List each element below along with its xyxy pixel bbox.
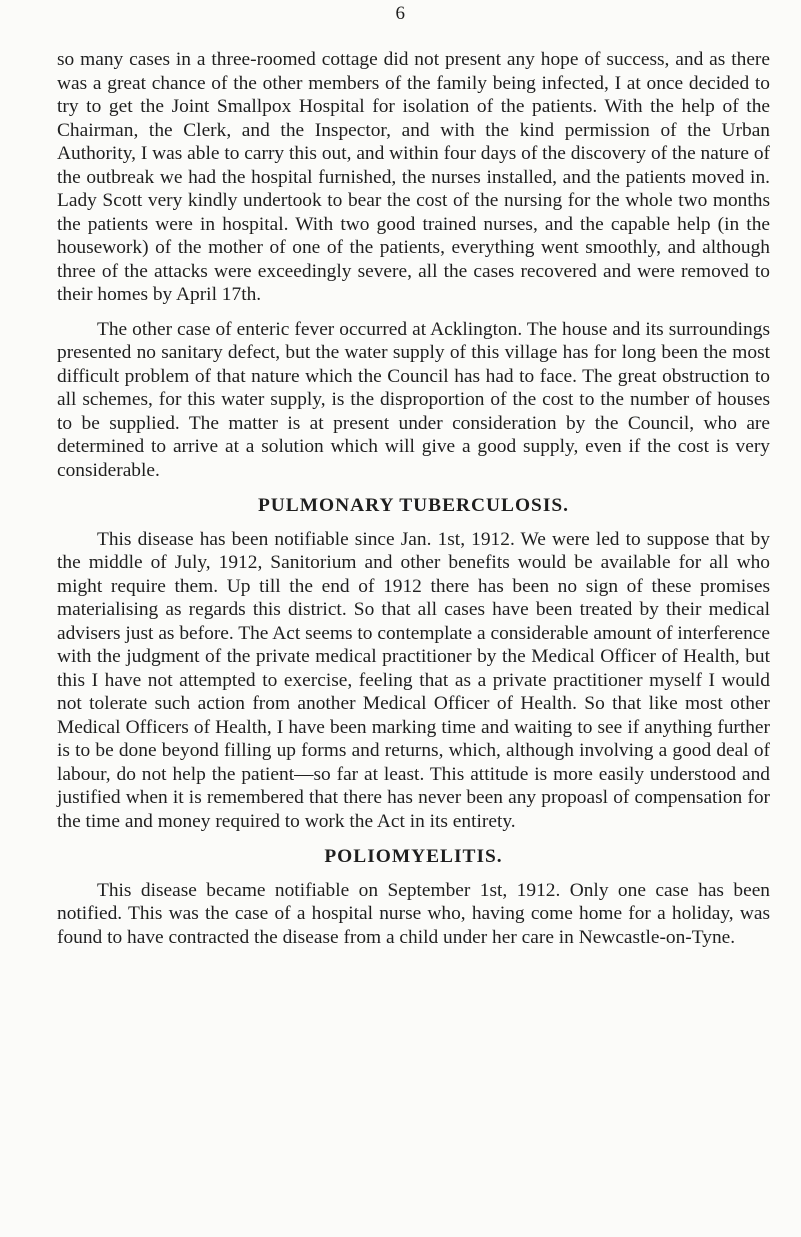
section-heading-pulmonary-tuberculosis: PULMONARY TUBERCULOSIS. xyxy=(257,495,570,516)
page-number: 6 xyxy=(395,3,406,24)
document-body xyxy=(57,48,770,949)
section-heading-poliomyelitis: POLIOMYELITIS. xyxy=(324,846,503,867)
paragraph-pulmonary-tuberculosis: This disease has been notifiable since Jan. 1st, 1912. We were led to suppose that by the middle of July, 1912, Sanitorium and other benefits would be available for all who might require them. Up till the end of 1912 there has been no sign of these promises materialising as regards this district. So that all cases have been treated by their medical advisers just as before. The Act seems to contemplate a considerable amount of interference with the judgment of the private medical practitioner by the Medical Officer of Health, but this I have not attempted to exercise, feeling that as a private practitioner myself I would not tolerate such action from another Medical Officer of Health. So that like most other Medical Officers of Health, I have been marking time and waiting to see if anything further is to be done beyond filling up forms and returns, which, although involving a good deal of labour, do not help the patient—so far at least. This attitude is more easily understood and justified when it is remembered that there has never been any propoasl of compensation for the time and money required to work the Act in its entirety. xyxy=(57,528,770,832)
paragraph-enteric-fever: The other case of enteric fever occurred at Acklington. The house and its surroundings presented no sanitary defect, but the water supply of this village has for long been the most difficult problem of that nature which the Council has had to face. The great obstruction to all schemes, for this water supply, is the disproportion of the cost to the number of houses to be supplied. The matter is at present under consideration by the Council, who are determined to arrive at a solution which will give a good supply, even if the cost is very considerable. xyxy=(57,318,770,481)
paragraph-smallpox-hospital: so many cases in a three-roomed cottage did not present any hope of success, and as there was a great chance of the other members of the family being infected, I at once decided to try to get the Joint Smallpox Hospital for isolation of the patients. With the help of the Chairman, the Clerk, and the Inspector, and with the kind permission of the Urban Authority, I was able to carry this out, and within four days of the discovery of the nature of the outbreak we had the hospital furnished, the nurses installed, and the patients moved in. Lady Scott very kindly undertook to bear the cost of the nursing for the whole two months the patients were in hospital. With two good trained nurses, and the capable help (in the housework) of the mother of one of the patients, everything went smoothly, and although three of the attacks were exceedingly severe, all the cases recovered and were removed to their homes by April 17th. xyxy=(57,49,770,305)
paragraph-poliomyelitis: This disease became notifiable on September 1st, 1912. Only one case has been notified. This was the case of a hospital nurse who, having come home for a holiday, was found to have contracted the disease from a child under her care in Newcastle-on-Tyne. xyxy=(57,879,770,948)
